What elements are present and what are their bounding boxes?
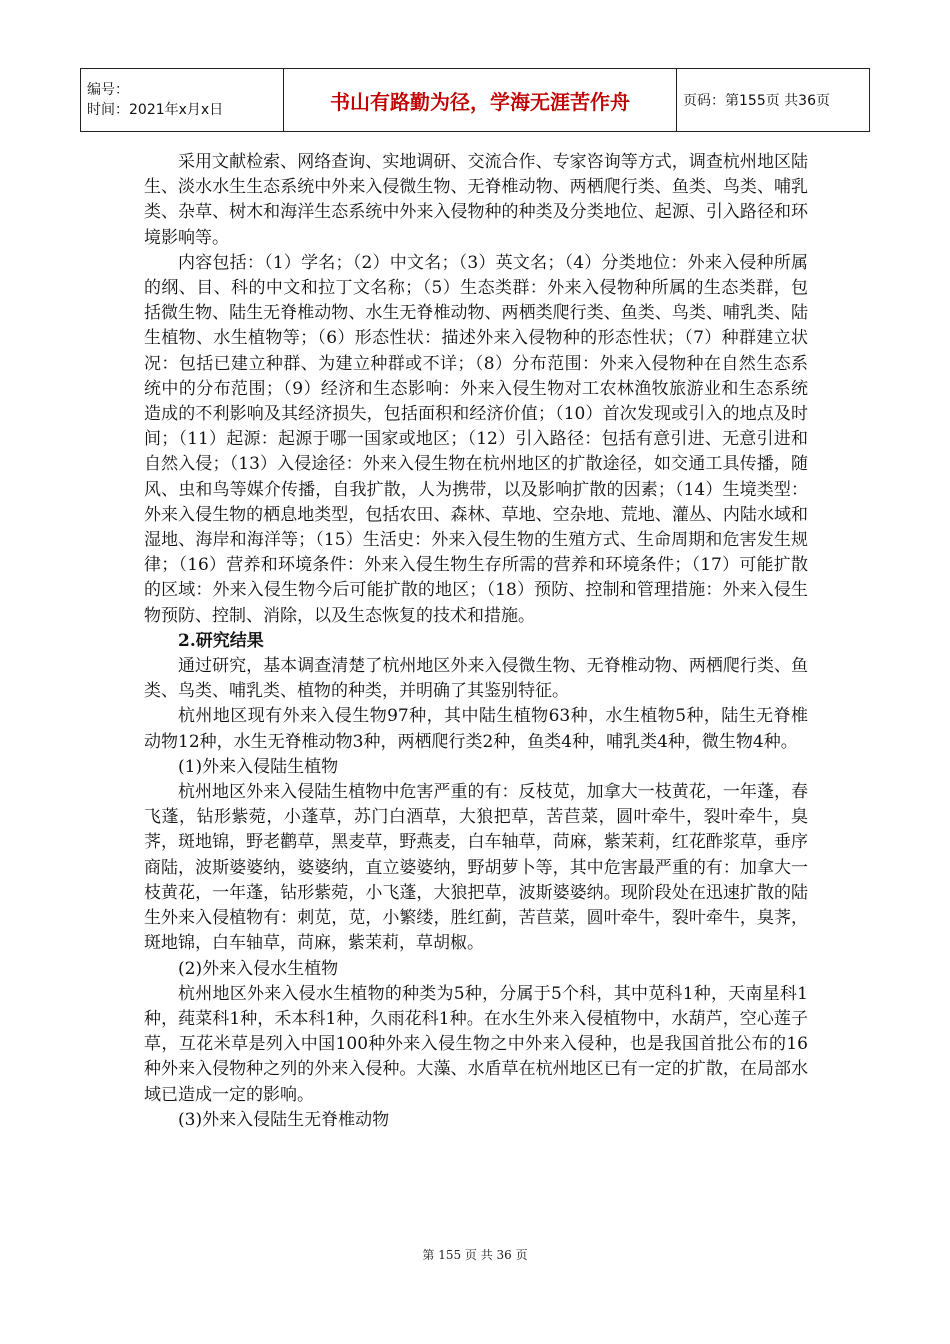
- body-paragraph: (3)外来入侵陆生无脊椎动物: [178, 1109, 390, 1130]
- page-footer: 第 155 页 共 36 页: [422, 1248, 528, 1262]
- section-heading: 2.研究结果: [178, 630, 264, 651]
- page-header: [80, 68, 870, 132]
- doc-number-label: 编号：: [87, 82, 129, 98]
- body-paragraph: 采用文献检索、网络查询、实地调研、交流合作、专家咨询等方式，调查杭州地区陆生、淡水水生生态系统中外来入侵微生物、无脊椎动物、两栖爬行类、鱼类、鸟类、哺乳类、杂草、树木和海洋生态系统中外来入侵物种的种类及分类地位、起源、引入路径和环境影响等。: [144, 152, 808, 248]
- header-doc-info: [81, 69, 284, 132]
- header-page-info: 页码：第155页 共36页: [677, 69, 870, 132]
- doc-date-label: 时间：2021年x月x日: [87, 102, 224, 118]
- body-paragraph: 杭州地区外来入侵陆生植物中危害严重的有：反枝苋，加拿大一枝黄花，一年蓬，春飞蓬，钻形紫菀，小蓬草，苏门白酒草，大狼把草，苦苣菜，圆叶牵牛，裂叶牵牛，臭荠，斑地锦，野老鹳草，黑麦草，野燕麦，白车轴草，苘麻，紫茉莉，红花酢浆草，垂序商陆，波斯婆婆纳，婆婆纳，直立婆婆纳，野胡萝卜等，其中危害最严重的有：加拿大一枝黄花，一年蓬，钻形紫菀，小飞蓬，大狼把草，波斯婆婆纳。现阶段处在迅速扩散的陆生外来入侵植物有：刺苋，苋，小繁缕，胜红蓟，苦苣菜，圆叶牵牛，裂叶牵牛，臭荠，斑地锦，白车轴草，苘麻，紫茉莉，草胡椒。: [144, 782, 808, 954]
- header-motto: 书山有路勤为径，学海无涯苦作舟: [284, 69, 677, 132]
- body-paragraph: 通过研究，基本调查清楚了杭州地区外来入侵微生物、无脊椎动物、两栖爬行类、鱼类、鸟类、哺乳类、植物的种类，并明确了其鉴别特征。: [144, 656, 808, 702]
- body-paragraph: (1)外来入侵陆生植物: [178, 756, 339, 777]
- body-paragraph: (2)外来入侵水生植物: [178, 958, 339, 979]
- document-body: [144, 150, 808, 1133]
- body-paragraph: 杭州地区现有外来入侵生物97种，其中陆生植物63种，水生植物5种，陆生无脊椎动物12种，水生无脊椎动物3种，两栖爬行类2种，鱼类4种，哺乳类4种，微生物4种。: [144, 706, 808, 752]
- body-paragraph: 内容包括：（1）学名；（2）中文名；（3）英文名；（4）分类地位：外来入侵种所属的纲、目、科的中文和拉丁文名称；（5）生态类群：外来入侵物种所属的生态类群，包括微生物、陆生无脊椎动物、水生无脊椎动物、两栖类爬行类、鱼类、鸟类、哺乳类、陆生植物、水生植物等；（6）形态性状：描述外来入侵物种的形态性状；（7）种群建立状况：包括已建立种群、为建立种群或不详；（8）分布范围：外来入侵物种在自然生态系统中的分布范围；（9）经济和生态影响：外来入侵生物对工农林渔牧旅游业和生态系统造成的不利影响及其经济损失，包括面积和经济价值；（10）首次发现或引入的地点及时间；（11）起源：起源于哪一国家或地区；（12）引入路径：包括有意引进、无意引进和自然入侵；（13）入侵途径：外来入侵生物在杭州地区的扩散途径，如交通工具传播，随风、虫和鸟等媒介传播，自我扩散，人为携带，以及影响扩散的因素；（14）生境类型：外来入侵生物的栖息地类型，包括农田、森林、草地、空杂地、荒地、灌丛、内陆水域和湿地、海岸和海洋等；（15）生活史：外来入侵生物的生殖方式、生命周期和危害发生规律；（16）营养和环境条件：外来入侵生物生存所需的营养和环境条件；（17）可能扩散的区域：外来入侵生物今后可能扩散的地区；（18）预防、控制和管理措施：外来入侵生物预防、控制、消除，以及生态恢复的技术和措施。: [144, 252, 808, 626]
- body-paragraph: 杭州地区外来入侵水生植物的种类为5种，分属于5个科，其中苋科1种，天南星科1种，莼菜科1种，禾本科1种，久雨花科1种。在水生外来入侵植物中，水葫芦，空心莲子草，互花米草是列入中国100种外来入侵生物之中外来入侵种，也是我国首批公布的16种外来入侵物种之列的外来入侵种。大藻、水盾草在杭州地区已有一定的扩散，在局部水域已造成一定的影响。: [144, 983, 808, 1105]
